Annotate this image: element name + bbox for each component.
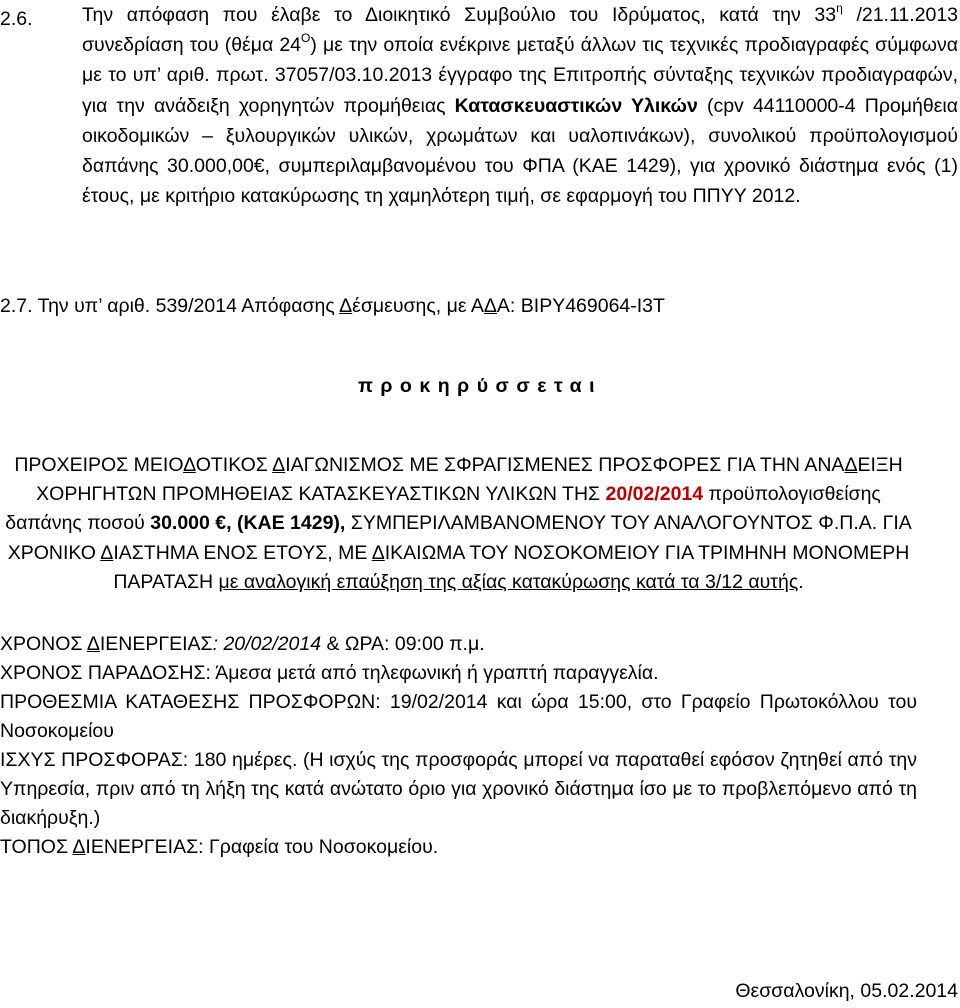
section-2-6-text: Την απόφαση που έλαβε το Διοικητικό Συμβούλιο του Ιδρύματος, κατά την $33^\eta$ /21.11.2013 συνεδρίαση του (θέμα $24^O$) με την οποία ενέκρινε μεταξύ άλλων τις τεχνικές προδιαγραφές σύμφωνα με το υπ’ αριθ. πρωτ. 37057/03.10.2013 έγγραφο της Επιτροπής σύνταξης τεχνικών προδιαγραφών, για την ανάδειξη χορηγητών προμήθειας Κατασκευαστικών Υλικών (cpv 44110000-4 Προμήθεια οικοδομικών – ξυλουργικών υλικών, χρωμάτων και υαλοπινάκων), συνολικού προϋπολογισμού δαπάνης 30.000,00€, συμπεριλαμβανομένου του ΦΠΑ (ΚΑΕ 1429), για χρονικό διάστημα ενός (1) έτους, με κριτήριο κατακύρωσης τη χαμηλότερη τιμή, σε εφαρμογή του ΠΠΥΥ 2012. bbox=[82, 0, 959, 208]
extension-underlined: με αναλογική επαύξηση της αξίας κατακύρωσης κατά τα 3/12 αυτής bbox=[218, 570, 799, 593]
info-offer-validity: ΙΣΧΥΣ ΠΡΟΣΦΟΡΑΣ: 180 ημέρες. (Η ισχύς της προσφοράς μπορεί να παραταθεί εφόσον ζητηθεί από την Υπηρεσία, πριν από τη λήξη της κατά ανώτατο όριο για χρονικό διάστημα ίσο με το προβλεπόμενο από τη διακήρυξη.) bbox=[0, 749, 917, 829]
tender-info bbox=[0, 630, 917, 862]
section-2-6 bbox=[0, 0, 958, 211]
materials-bold: Κατασκευαστικών Υλικών bbox=[454, 94, 698, 117]
proclamation-heading: προκηρύσσεται bbox=[357, 375, 603, 397]
info-delivery-time: ΧΡΟΝΟΣ ΠΑΡΑΔΟΣΗΣ: Άμεσα μετά από τηλεφωνική ή γραπτή παραγγελία. bbox=[0, 662, 659, 684]
tender-title: ΠΡΟΧΕΙΡΟΣ ΜΕΙΟΔΟΤΙΚΟΣ ΔΙΑΓΩΝΙΣΜΟΣ ΜΕ ΣΦΡΑΓΙΣΜΕΝΕΣ ΠΡΟΣΦΟΡΕΣ ΓΙΑ ΤΗΝ ΑΝΑΔΕΙΞΗ ΧΟΡΗΓΗΤΩΝ ΠΡΟΜΗΘΕΙΑΣ ΚΑΤΑΣΚΕΥΑΣΤΙΚΩΝ ΥΛΙΚΩΝ ΤΗΣ 20/02/2014 προϋπολογισθείσης δαπάνης ποσού 30.000 €, (ΚΑΕ 1429), ΣΥΜΠΕΡΙΛΑΜΒΑΝΟΜΕΝΟΥ ΤΟΥ ΑΝΑΛΟΓΟΥΝΤΟΣ Φ.Π.Α. ΓΙΑ ΧΡΟΝΙΚΟ ΔΙΑΣΤΗΜΑ ΕΝΟΣ ΕΤΟΥΣ, ΜΕ ΔΙΚΑΙΩΜΑ ΤΟΥ ΝΟΣΟΚΟΜΕΙΟΥ ΓΙΑ ΤΡΙΜΗΝΗ ΜΟΝΟΜΕΡΗ ΠΑΡΑΤΑΣΗ με αναλογική επαύξηση της αξίας κατακύρωσης κατά τα 3/12 αυτής. bbox=[5, 454, 912, 593]
info-conduct-time: ΧΡΟΝΟΣ ΔΙΕΝΕΡΓΕΙΑΣ: 20/02/2014 & ΩΡΑ: 09:00 π.μ. bbox=[0, 633, 485, 655]
info-submission-deadline: ΠΡΟΘΕΣΜΙΑ ΚΑΤΑΘΕΣΗΣ ΠΡΟΣΦΟΡΩΝ: 19/02/2014 και ώρα 15:00, στο Γραφείο Πρωτοκόλλου του Νοσοκομείου bbox=[0, 691, 917, 742]
info-conduct-place: ΤΟΠΟΣ ΔΙΕΝΕΡΓΕΙΑΣ: Γραφεία του Νοσοκομείου. bbox=[0, 836, 439, 858]
budget-bold: 30.000 €, (ΚΑΕ 1429), bbox=[150, 512, 346, 535]
section-2-7: 2.7. Την υπ’ αριθ. 539/2014 Απόφασης Δέσμευσης, με ΑΔΑ: ΒΙΡΥ469064-Ι3Τ bbox=[0, 295, 665, 317]
place-date: Θεσσαλονίκη, 05.02.2014 bbox=[735, 980, 958, 1002]
tender-date-red: 20/02/2014 bbox=[605, 483, 704, 506]
section-number: 2.6. bbox=[0, 8, 33, 30]
